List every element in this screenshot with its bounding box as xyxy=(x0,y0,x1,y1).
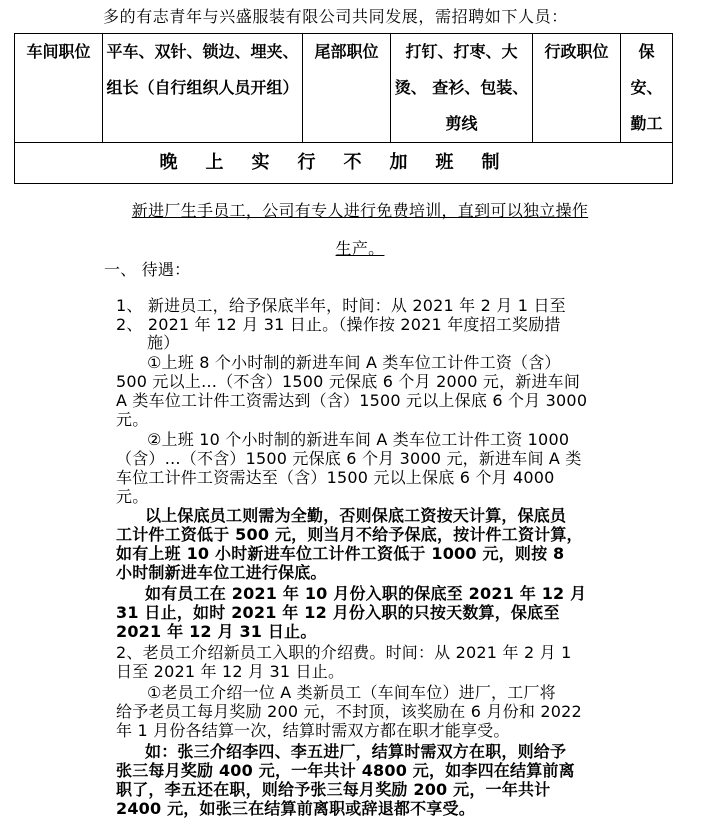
workshop-position-jobs: 平车、双针、锁边、埋夹、组长（自行组织人员开组） xyxy=(103,34,303,143)
item-1: 1、 新进员工，给予保底半年，时间：从 2021 年 2 月 1 日至 xyxy=(116,296,566,315)
no-overtime-note: 晚上实行不加班制 xyxy=(15,143,673,184)
rule-a-line-1: ①上班 8 个小时制的新进车间 A 类车位工计件工资（含） xyxy=(147,353,561,372)
item-2-cont: 施） xyxy=(147,333,180,352)
training-line-1: 新进厂生手员工，公司有专人进行免费培训，直到可以独立操作 xyxy=(131,201,589,220)
rule-b-line-3: 车位工计件工资需达至（含）1500 元以上保底 6 个月 4000 xyxy=(116,468,555,487)
intro-text: 多的有志青年与兴盛服装有限公司共同发展，需招聘如下人员： xyxy=(103,7,568,26)
admin-position-jobs: 保安、勤工 xyxy=(621,34,673,143)
rule-b-line-1: ②上班 10 个小时制的新进车间 A 类车位工计件工资 1000 xyxy=(147,430,570,449)
training-line-2: 生产。 xyxy=(335,239,385,258)
rule-a-line-4: 元。 xyxy=(116,410,149,429)
full-attendance-line-2: 工计件工资低于 500 元，则当月不给予保底，按计件工资计算， xyxy=(116,525,583,544)
example-line-3: 职了，李五还在职，则给予张三每月奖励 200 元，一年共计 xyxy=(116,780,551,799)
full-attendance-line-3: 如有上班 10 小时新进车位工计件工资低于 1000 元，则按 8 xyxy=(116,544,565,563)
no-overtime-row xyxy=(15,143,673,184)
late-join-line-3: 2021 年 12 月 31 日止。 xyxy=(116,622,317,641)
example-line-4: 2400 元，如张三在结算前离职或辞退都不享受。 xyxy=(116,799,475,818)
rule-b-line-2: （含）…（不含）1500 元保底 6 个月 3000 元，新进车间 A 类 xyxy=(116,449,582,468)
item-2: 2、 2021 年 12 月 31 日止。（操作按 2021 年度招工奖励措 xyxy=(116,315,561,334)
rule-a-line-2: 500 元以上…（不含）1500 元保底 6 个月 2000 元，新进车间 xyxy=(116,372,581,391)
full-attendance-line-4: 小时制新进车位工进行保底。 xyxy=(116,563,327,582)
referral-line-1: 2、老员工介绍新员工入职的介绍费。时间：从 2021 年 2 月 1 xyxy=(116,643,572,662)
late-join-line-2: 31 日止，如时 2021 年 12 月份入职的只按天数算，保底至 xyxy=(116,603,560,622)
finishing-position-label: 尾部职位 xyxy=(303,34,391,143)
finishing-position-jobs: 打钉、打枣、大烫、 查衫、包装、剪线 xyxy=(391,34,533,143)
training-notice xyxy=(100,192,620,268)
referral-rule-line-1: ①老员工介绍一位 A 类新员工（车间车位）进厂，工厂将 xyxy=(147,683,556,702)
section-title: 一、 待遇： xyxy=(104,260,191,279)
example-line-1: 如：张三介绍李四、李五进厂，结算时需双方在职，则给予 xyxy=(145,742,567,761)
workshop-position-label: 车间职位 xyxy=(15,34,103,143)
referral-rule-line-2: 给予老员工每月奖励 200 元，不封顶，该奖励在 6 月份和 2022 xyxy=(116,702,582,721)
full-attendance-line-1: 以上保底员工则需为全勤，否则保底工资按天计算，保底员 xyxy=(145,506,567,525)
example-line-2: 张三每月奖励 400 元，一年共计 4800 元，如李四在结算前离 xyxy=(116,761,575,780)
rule-b-line-4: 元。 xyxy=(116,487,149,506)
jobs-row xyxy=(15,34,673,143)
rule-a-line-3: A 类车位工计件工资需达到（含）1500 元以上保底 6 个月 3000 xyxy=(116,391,588,410)
jobs-table xyxy=(14,33,673,184)
late-join-line-1: 如有员工在 2021 年 10 月份入职的保底至 2021 年 12 月 xyxy=(145,584,587,603)
referral-rule-line-3: 年 1 月份各结算一次，结算时需双方都在职才能享受。 xyxy=(116,721,510,740)
admin-position-label: 行政职位 xyxy=(533,34,621,143)
referral-line-2: 日至 2021 年 12 月 31 日止。 xyxy=(116,662,345,681)
